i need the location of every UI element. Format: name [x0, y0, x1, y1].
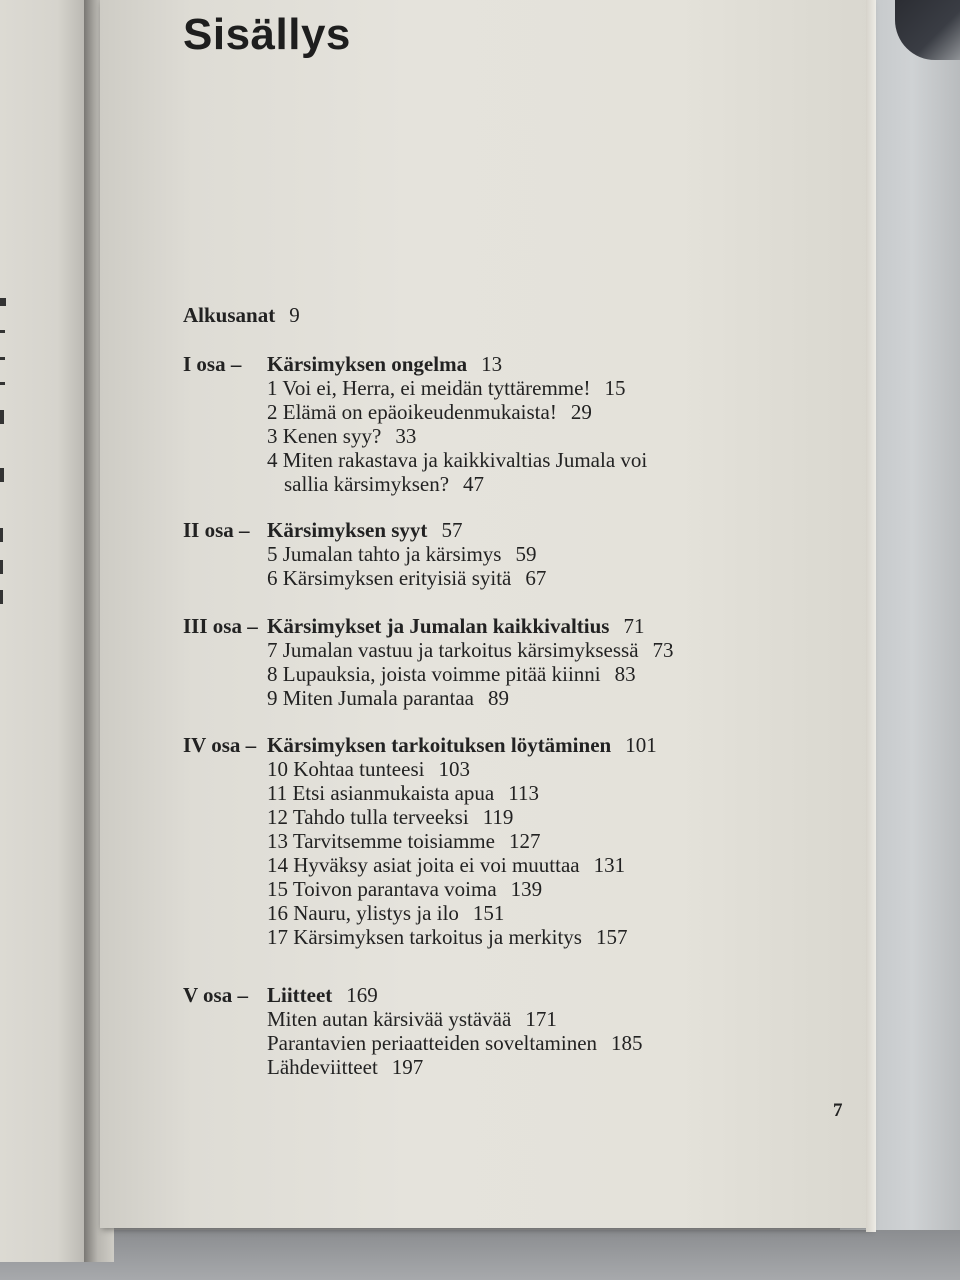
chapter-page: 131: [593, 853, 626, 877]
left-page-glyph: [0, 560, 3, 574]
chapter-page: 89: [488, 686, 510, 710]
toc-chapter: [267, 1055, 423, 1079]
left-page: [0, 0, 96, 1262]
chapter-page: 113: [508, 781, 539, 805]
chapter-title: 1 Voi ei, Herra, ei meidän tyttäremme!: [267, 376, 591, 400]
toc-chapter-continued: [284, 472, 484, 496]
toc-chapter: [267, 424, 416, 448]
part-page: 57: [441, 518, 463, 542]
toc-chapter: [267, 781, 539, 805]
toc-chapter: [267, 686, 509, 710]
part-label: II osa –: [183, 518, 250, 542]
toc-chapter: [267, 376, 625, 400]
left-page-glyph: [0, 528, 3, 542]
chapter-page: 185: [611, 1031, 643, 1055]
chapter-title: 7 Jumalan vastuu ja tarkoitus kärsimyksessä: [267, 638, 639, 662]
toc-chapter: [267, 805, 513, 829]
chapter-title: 16 Nauru, ylistys ja ilo: [267, 901, 459, 925]
toc-chapter: [267, 1031, 643, 1055]
chapter-page: 33: [395, 424, 417, 448]
toc-chapter: [267, 877, 542, 901]
chapter-page: 103: [438, 757, 470, 781]
chapter-page: 139: [510, 877, 543, 901]
part-page: 101: [625, 733, 657, 757]
chapter-title: 6 Kärsimyksen erityisiä syitä: [267, 566, 512, 590]
left-page-glyph: [0, 330, 5, 333]
chapter-title: 13 Tarvitsemme toisiamme: [267, 829, 495, 853]
chapter-title: 5 Jumalan tahto ja kärsimys: [267, 542, 502, 566]
part-title: Kärsimyksen syyt: [267, 518, 428, 542]
part-label: III osa –: [183, 614, 258, 638]
page-title: Sisällys: [183, 10, 351, 59]
chapter-page: 73: [652, 638, 674, 662]
toc-part-heading: [183, 352, 502, 376]
chapter-title: 9 Miten Jumala parantaa: [267, 686, 475, 710]
chapter-page: 157: [595, 925, 628, 949]
chapter-page: 83: [614, 662, 636, 686]
left-page-glyph: [0, 298, 6, 306]
part-page: 169: [346, 983, 378, 1007]
part-page: 13: [481, 352, 503, 376]
chapter-page: 47: [463, 472, 485, 496]
toc-preface: [183, 303, 300, 327]
part-title: Kärsimyksen ongelma: [267, 352, 468, 376]
chapter-title: 4 Miten rakastava ja kaikkivaltias Jumala voi: [267, 448, 648, 472]
chapter-page: 59: [515, 542, 537, 566]
chapter-title: 3 Kenen syy?: [267, 424, 382, 448]
chapter-title: Parantavien periaatteiden soveltaminen: [267, 1031, 598, 1055]
background-floor: [0, 1230, 960, 1280]
chapter-page: 127: [508, 829, 541, 853]
chapter-page: 67: [525, 566, 547, 590]
preface-title: Alkusanat: [183, 303, 276, 327]
chapter-title: Miten autan kärsivää ystävää: [267, 1007, 512, 1031]
part-page: 71: [623, 614, 645, 638]
part-label: I osa –: [183, 352, 242, 376]
chapter-page: 15: [604, 376, 626, 400]
chapter-title: 2 Elämä on epäoikeudenmukaista!: [267, 400, 557, 424]
part-title: Kärsimykset ja Jumalan kaikkivaltius: [267, 614, 610, 638]
chapter-title: 10 Kohtaa tunteesi: [267, 757, 425, 781]
toc-chapter: [267, 662, 636, 686]
left-page-glyph: [0, 357, 5, 360]
toc-chapter: [267, 853, 625, 877]
left-page-glyph: [0, 382, 5, 385]
toc-chapter: [267, 448, 647, 472]
chapter-page: 119: [482, 805, 514, 829]
chapter-title: 11 Etsi asianmukaista apua: [267, 781, 495, 805]
chapter-title: Lähdeviitteet: [267, 1055, 378, 1079]
page-number: 7: [833, 1100, 843, 1121]
part-label: V osa –: [183, 983, 248, 1007]
toc-part-heading: [183, 518, 462, 542]
part-label: IV osa –: [183, 733, 257, 757]
left-page-glyph: [0, 590, 3, 604]
toc-chapter: [267, 925, 627, 949]
left-page-glyph: [0, 410, 4, 424]
chapter-title: 14 Hyväksy asiat joita ei voi muuttaa: [267, 853, 580, 877]
chapter-title: 8 Lupauksia, joista voimme pitää kiinni: [267, 662, 601, 686]
chapter-page: 29: [570, 400, 592, 424]
toc-chapter: [267, 757, 470, 781]
chapter-title-continued: sallia kärsimyksen?: [284, 472, 450, 496]
toc-chapter: [267, 400, 592, 424]
chapter-title: 15 Toivon parantava voima: [267, 877, 497, 901]
toc-chapter: [267, 638, 674, 662]
chapter-page: 197: [391, 1055, 424, 1079]
part-title: Kärsimyksen tarkoituksen löytäminen: [267, 733, 612, 757]
chapter-title: 17 Kärsimyksen tarkoitus ja merkitys: [267, 925, 582, 949]
preface-page: 9: [289, 303, 300, 327]
toc-chapter: [267, 901, 504, 925]
chapter-page: 171: [525, 1007, 557, 1031]
toc-part-heading: [183, 614, 644, 638]
left-page-glyph: [0, 468, 4, 482]
toc-chapter: [267, 1007, 557, 1031]
toc-part-heading: [183, 733, 657, 757]
toc-chapter: [267, 542, 536, 566]
chapter-page: 151: [472, 901, 505, 925]
part-title: Liitteet: [267, 983, 333, 1007]
toc-chapter: [267, 566, 546, 590]
toc-chapter: [267, 829, 540, 853]
toc-part-heading: [183, 983, 378, 1007]
page-edge: [866, 0, 876, 1232]
chapter-title: 12 Tahdo tulla terveeksi: [267, 805, 469, 829]
